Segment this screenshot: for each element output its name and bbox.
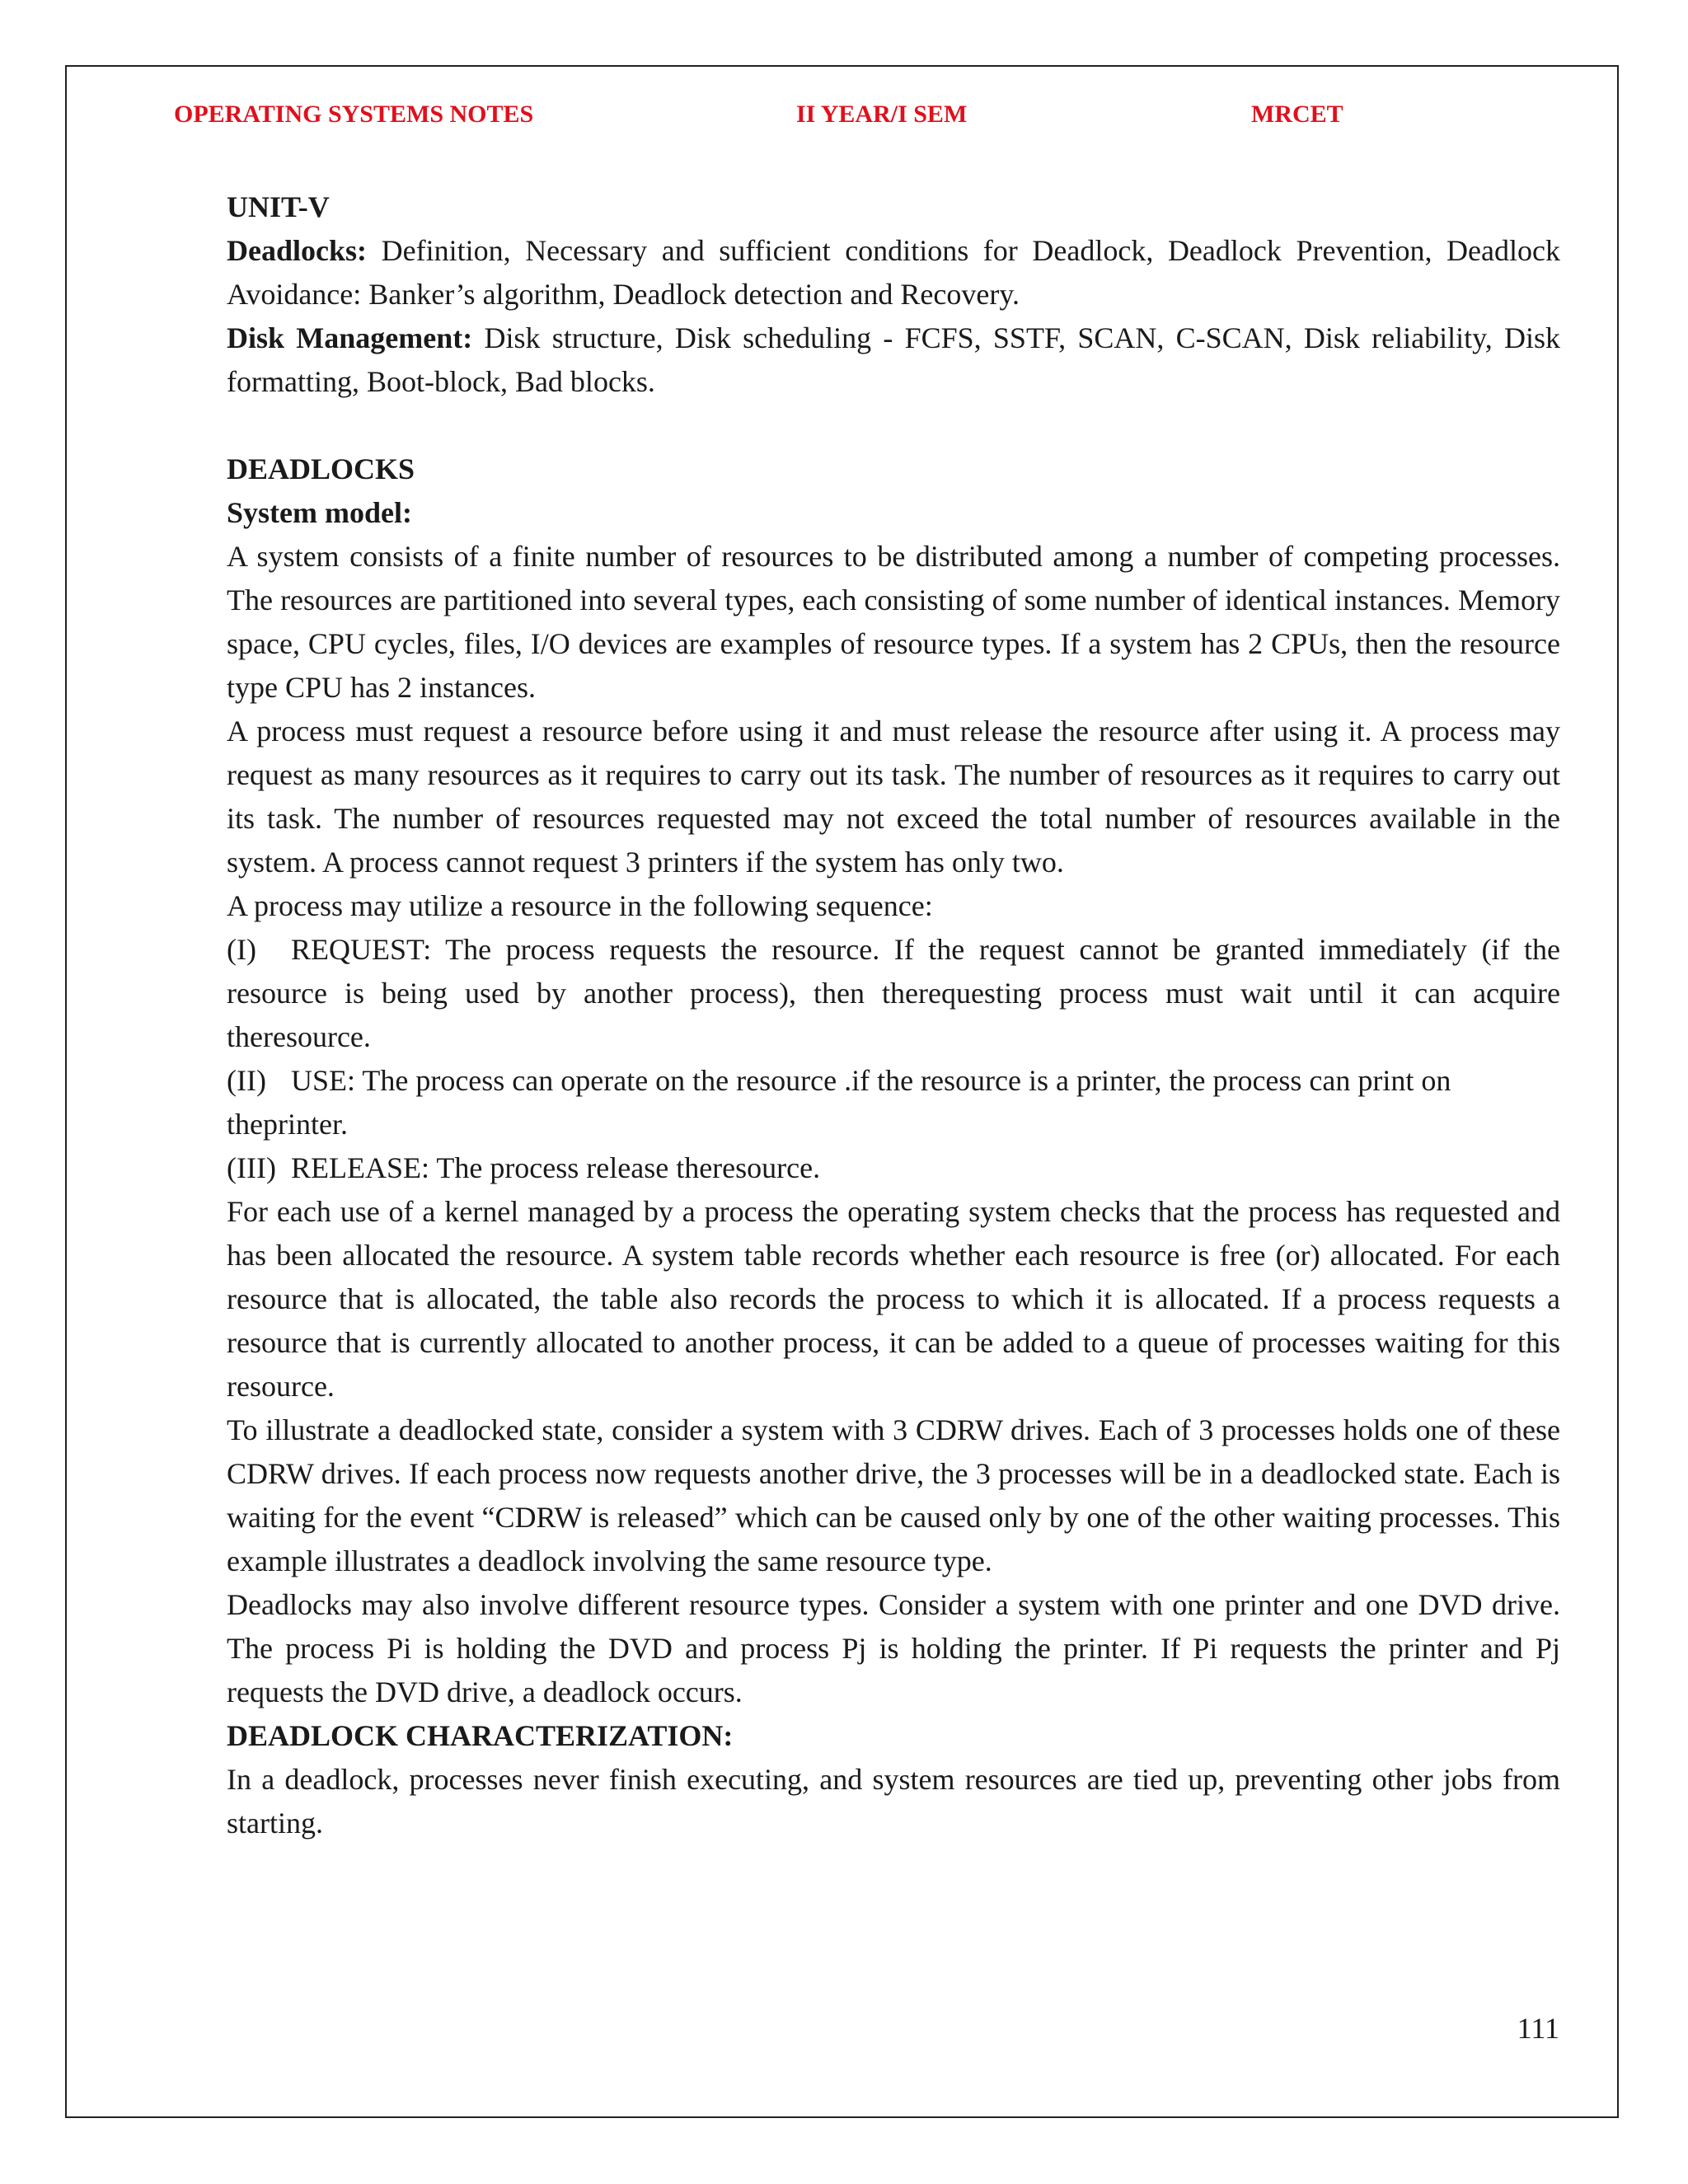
paragraph: Deadlocks may also involve different resource types. Consider a system with one printer and one DVD drive. The process Pi is holding the DVD and process Pj is holding the printer. If Pi requests the printer and Pj requests the DVD drive, a deadlock occurs. (227, 1588, 1560, 1708)
paragraph: A process may utilize a resource in the following sequence: (227, 889, 933, 922)
page-content (227, 185, 1560, 1845)
paragraph: A process must request a resource before using it and must release the resource after using it. A process may request as many resources as it requires to carry out its task. The number of resources as it requires to carry out its task. The number of resources requested may not exceed the total number of resources available in the system. A process cannot request 3 printers if the system has only two. (227, 715, 1560, 879)
paragraph: To illustrate a deadlocked state, consider a system with 3 CDRW drives. Each of 3 processes holds one of these CDRW drives. If each process now requests another drive, the 3 processes will be in a deadlocked state. Each is waiting for the event “CDRW is released” which can be caused only by one of the other waiting processes. This example illustrates a deadlock involving the same resource type. (227, 1413, 1560, 1577)
syllabus-disk (227, 316, 1560, 404)
unit-title: UNIT-V (227, 190, 330, 223)
list-item-text: REQUEST: The process requests the resource. If the request cannot be granted immediately (if the resource is being used by another process), then therequesting process must wait until it can acquire theresource. (227, 933, 1560, 1053)
list-item-number: (III) (227, 1151, 276, 1184)
page-header (0, 101, 1688, 134)
list-item-text: RELEASE: The process release theresource. (291, 1151, 821, 1184)
characterization-heading: DEADLOCK CHARACTERIZATION: (227, 1719, 734, 1752)
syllabus-disk-label: Disk Management: (227, 321, 473, 354)
header-course-title: OPERATING SYSTEMS NOTES (174, 101, 534, 128)
syllabus-deadlocks-label: Deadlocks: (227, 234, 367, 267)
header-institution: MRCET (1251, 101, 1343, 128)
spacer (227, 404, 1560, 448)
paragraph: A system consists of a finite number of resources to be distributed among a number of competing processes. The resources are partitioned into several types, each consisting of some number of identical instances. Memory space, CPU cycles, files, I/O devices are examples of resource types. If a system has 2 CPUs, then the resource type CPU has 2 instances. (227, 540, 1560, 704)
list-item-number: (II) (227, 1064, 266, 1097)
system-model-heading: System model: (227, 496, 412, 529)
list-item-number: (I) (227, 933, 256, 966)
list-item (227, 1059, 1560, 1146)
syllabus-deadlocks (227, 229, 1560, 316)
list-item-text: USE: The process can operate on the resource .if the resource is a printer, the process can print on theprinter. (227, 1064, 1451, 1141)
paragraph: In a deadlock, processes never finish executing, and system resources are tied up, preventing other jobs from starting. (227, 1763, 1560, 1840)
paragraph: For each use of a kernel managed by a process the operating system checks that the process has requested and has been allocated the resource. A system table records whether each resource is free (or) allocated. For each resource that is allocated, the table also records the process to which it is allocated. If a process requests a resource that is currently allocated to another process, it can be added to a queue of processes waiting for this resource. (227, 1195, 1560, 1403)
page-number: 111 (1517, 2012, 1559, 2045)
list-item (227, 928, 1560, 1059)
syllabus-deadlocks-text: Definition, Necessary and sufficient conditions for Deadlock, Deadlock Prevention, Deadlock Avoidance: Banker’s algorithm, Deadlock detection and Recovery. (227, 234, 1560, 311)
section-title: DEADLOCKS (227, 452, 415, 485)
list-item (227, 1146, 1560, 1190)
header-year-semester: II YEAR/I SEM (796, 101, 968, 128)
syllabus-disk-text: Disk structure, Disk scheduling - FCFS, SSTF, SCAN, C-SCAN, Disk reliability, Disk formatting, Boot-block, Bad blocks. (227, 321, 1560, 398)
